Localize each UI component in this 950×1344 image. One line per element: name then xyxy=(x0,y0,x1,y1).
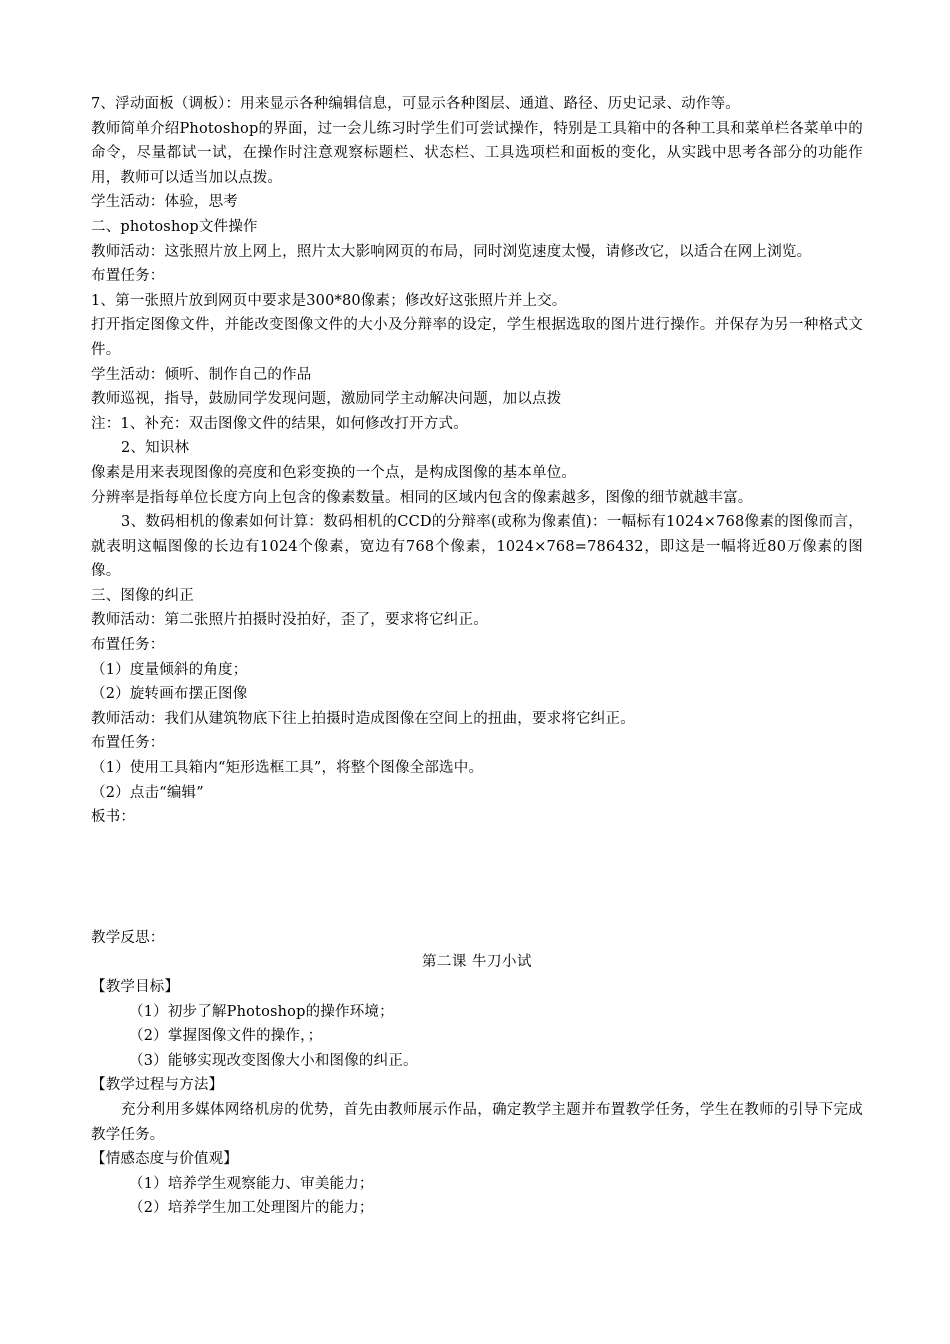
task-click-edit: （2）点击“编辑” xyxy=(91,784,204,801)
section-heading-correction: 三、图像的纠正 xyxy=(91,587,194,604)
student-activity-1: 学生活动：体验，思考 xyxy=(91,194,238,211)
task-select-all: （1）使用工具箱内“矩形选框工具”，将整个图像全部选中。 xyxy=(91,760,484,777)
blank-space xyxy=(91,830,863,926)
task-rotate-canvas: （2）旋转画布摆正图像 xyxy=(91,686,248,703)
goal-item-3: （3）能够实现改变图像大小和图像的纠正。 xyxy=(129,1052,418,1069)
section-heading-file-ops: 二、photoshop文件操作 xyxy=(91,218,258,235)
attitude-item-2: （2）培养学生加工处理图片的能力； xyxy=(129,1200,374,1217)
board-writing-label: 板书： xyxy=(91,809,136,826)
lesson-title: 第二课 牛刀小试 xyxy=(421,954,533,971)
process-heading: 【教学过程与方法】 xyxy=(91,1077,224,1094)
knowledge-heading: 2、知识林 xyxy=(121,440,190,457)
paragraph-floating-panel: 7、浮动面板（调板）：用来显示各种编辑信息，可显示各种图层、通道、路径、历史记录、动作等。 xyxy=(91,96,740,112)
teacher-patrol: 教师巡视，指导，鼓励同学发现问题，激励同学主动解决问题，加以点拨 xyxy=(91,391,562,408)
teacher-activity-2: 教师活动：第二张照片拍摄时没拍好，歪了，要求将它纠正。 xyxy=(91,612,488,629)
paragraph-open-file: 打开指定图像文件，并能改变图像文件的大小及分辩率的设定，学生根据选取的图片进行操作。并保存为另一种格式文件。 xyxy=(91,317,863,358)
teacher-activity-1: 教师活动：这张照片放上网上，照片太大影响网页的布局，同时浏览速度太慢，请修改它，以适合在网上浏览。 xyxy=(91,243,812,260)
process-text: 充分利用多媒体网络机房的优势，首先由教师展示作品，确定教学主题并布置教学任务，学生在教师的引导下完成教学任务。 xyxy=(91,1101,863,1143)
goals-heading: 【教学目标】 xyxy=(91,979,180,995)
goal-item-2: （2）掌握图像文件的操作，； xyxy=(129,1028,323,1045)
paragraph-interface-intro: 教师简单介绍Photoshop的界面，过一会儿练习时学生们可尝试操作，特别是工具箱中的各种工具和菜单栏各菜单中的命令，尽量都试一试，在操作时注意观察标题栏、状态栏、工具选项栏和面板的变化，从实践中思考各部分的功能作用，教师可以适当加以点拨。 xyxy=(91,120,863,186)
task-label-2: 布置任务： xyxy=(91,637,165,654)
student-activity-2: 学生活动：倾听、制作自己的作品 xyxy=(91,366,312,383)
document-page xyxy=(91,92,863,1221)
camera-pixel-calc: 3、数码相机的像素如何计算：数码相机的CCD的分辩率(或称为像素值)：一幅标有1024×768像素的图像而言，就表明这幅图像的长边有1024个像素，宽边有768个像素，1024×768=786432，即这是一幅将近80万像素的图像。 xyxy=(91,514,863,580)
pixel-definition: 像素是用来表现图像的亮度和色彩变换的一个点，是构成图像的基本单位。 xyxy=(91,464,577,481)
note-supplement: 注：1、补充：双击图像文件的结果，如何修改打开方式。 xyxy=(91,415,468,432)
resolution-definition: 分辨率是指每单位长度方向上包含的像素数量。相同的区域内包含的像素越多，图像的细节就越丰富。 xyxy=(91,489,753,506)
task-label-1: 布置任务： xyxy=(91,268,165,285)
task-item-1: 1、第一张照片放到网页中要求是300*80像素；修改好这张照片并上交。 xyxy=(91,292,567,309)
attitude-item-1: （1）培养学生观察能力、审美能力； xyxy=(129,1175,374,1192)
teacher-activity-3: 教师活动：我们从建筑物底下往上拍摄时造成图像在空间上的扭曲，要求将它纠正。 xyxy=(91,710,635,727)
task-measure-angle: （1）度量倾斜的角度； xyxy=(91,661,248,678)
task-label-3: 布置任务： xyxy=(91,735,165,752)
goal-item-1: （1）初步了解Photoshop的操作环境； xyxy=(129,1003,394,1020)
teaching-reflection: 教学反思： xyxy=(91,929,165,946)
attitude-heading: 【情感态度与价值观】 xyxy=(91,1151,238,1168)
